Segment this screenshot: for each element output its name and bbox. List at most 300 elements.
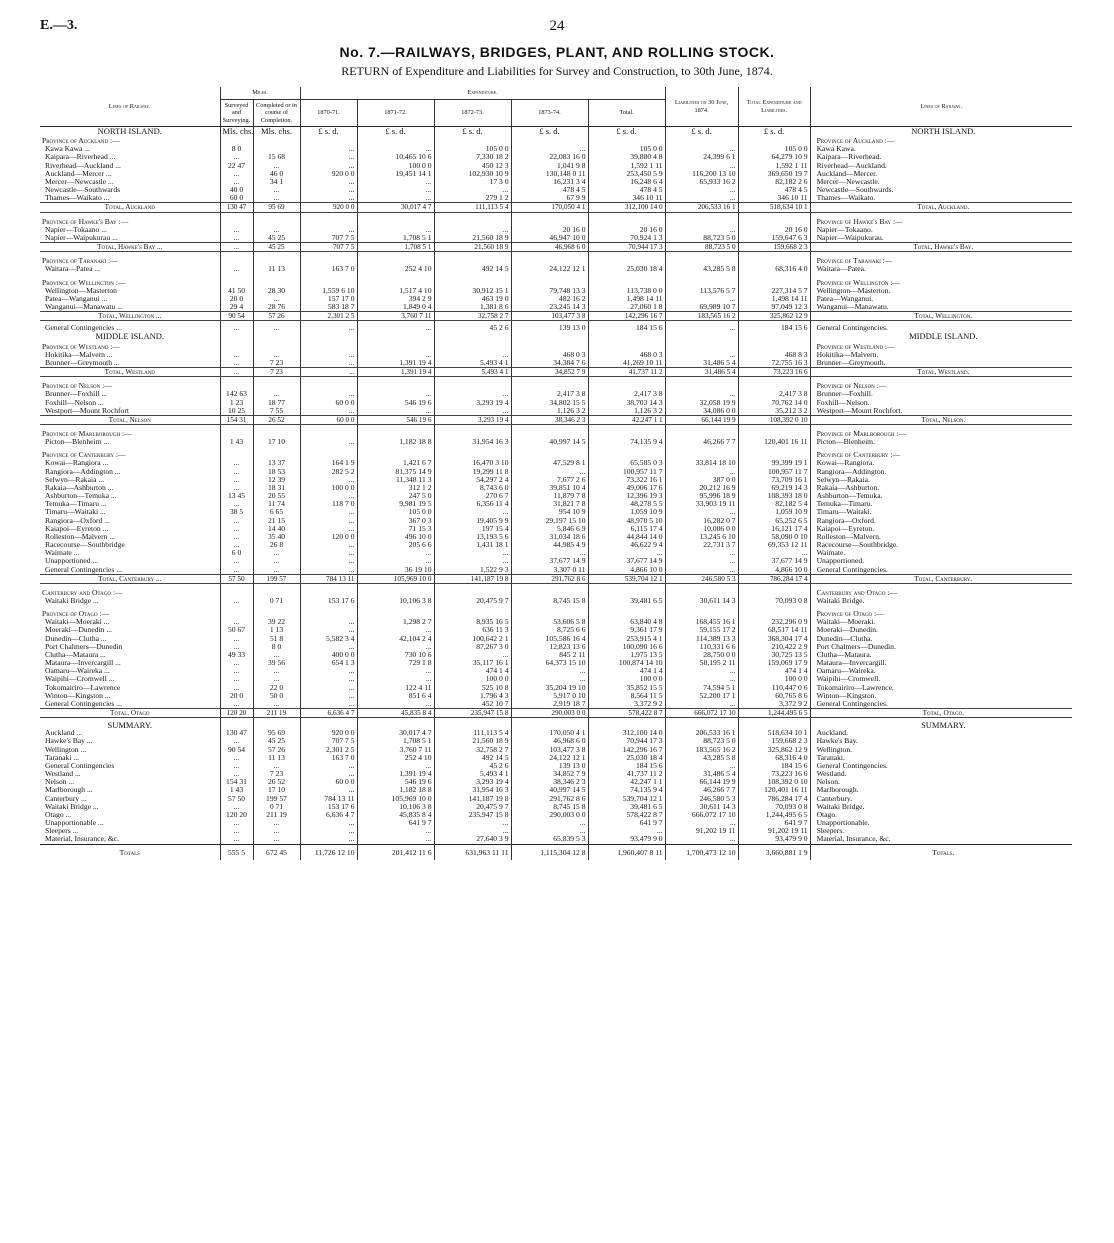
row-name: Unapportioned ... [40,557,220,565]
cell-liab: ... [665,549,738,557]
cell-surv: ... [220,803,253,811]
cell-texp: 93,479 9 0 [738,835,810,844]
cell-tot: 578,422 8 7 [588,709,665,718]
cell-y73: 5,846 6 9 [511,525,588,533]
label-spacer [434,341,511,351]
cell-y71: 1,182 18 8 [357,438,434,446]
row-name: Waipihi—Cromwell ... [40,675,220,683]
cell-liab: 43,285 5 8 [665,265,738,273]
cell-y72: 100 0 0 [434,675,511,683]
row-name-right: Waitaki—Moeraki. [816,618,876,627]
cell-texp: 100,957 11 7 [738,468,810,476]
cell-surv: ... [220,762,253,770]
cell-texp: 35,212 3 2 [738,407,810,416]
cell-surv: ... [220,659,253,667]
cell-comp: 7 23 [253,770,300,778]
cell-y70: 920 0 0 [300,729,357,737]
label-right: Province of Auckland :— [816,136,895,146]
cell-y72: 463 19 0 [434,295,511,303]
cell-texp: 3,660,881 1 9 [738,844,810,860]
row-name-right: Marlborough. [816,786,859,795]
row-name-right: Otago. [816,810,838,819]
cell-y73: ... [511,549,588,557]
table-row [40,643,1072,651]
label-spacer [665,380,738,390]
cell-y70: 100 0 0 [300,484,357,492]
cell-surv: 49 33 [220,651,253,659]
row-name-right: Rangiora—Oxford. [816,516,876,525]
table-row [40,500,1072,508]
cell-y73: 103,477 3 8 [511,312,588,321]
row-name-right: Canterbury. [816,794,853,803]
row-name-right: Total, Nelson. [810,415,1072,424]
summary-row [40,811,1072,819]
cell-y71: 729 1 8 [357,659,434,667]
cell-comp: 20 55 [253,492,300,500]
table-row [40,234,1072,243]
cell-liab: ... [665,145,738,153]
cell-y72: 474 1 4 [434,667,511,675]
cell-y71: ... [357,626,434,634]
cell-y72: 6,356 11 4 [434,500,511,508]
cell-y71: ... [357,643,434,651]
label-spacer [253,332,300,340]
cell-liab: 88,723 5 0 [665,243,738,252]
cell-y73: 3,307 0 11 [511,566,588,575]
cell-tot: 1,498 14 11 [588,295,665,303]
row-name-right: Westport—Mount Rochfort. [816,406,903,415]
cell-comp: 6 65 [253,508,300,516]
section-total-row [40,709,1072,718]
cell-tot: 1,592 1 11 [588,162,665,170]
cell-y72: 525 10 8 [434,684,511,692]
cell-y71: 1,421 6 7 [357,459,434,467]
cell-y71: 30,017 4 7 [357,203,434,212]
cell-surv: ... [220,566,253,575]
cell-y70: 1,559 6 10 [300,287,357,295]
cell-comp: 22 0 [253,684,300,692]
cell-texp: 1,244,495 6 5 [738,709,810,718]
cell-y72: 1,381 8 6 [434,303,511,312]
cell-surv: 130 47 [220,729,253,737]
cell-tot: 44,844 14 0 [588,533,665,541]
cell-liab: 16,282 0 7 [665,517,738,525]
cell-liab: 69,989 10 7 [665,303,738,312]
cell-liab: 387 0 0 [665,476,738,484]
cell-texp: 37,677 14 9 [738,557,810,565]
cell-y72: 54,297 2 4 [434,476,511,484]
cell-surv: ... [220,819,253,827]
cell-y72: 31,954 16 3 [434,438,511,446]
cell-texp: 120,401 16 11 [738,438,810,446]
cell-y73: 2,919 18 7 [511,700,588,709]
col-surveyed: Surveyed and Surveying. [220,99,253,127]
cell-y72: ... [434,819,511,827]
cell-liab: ... [665,390,738,398]
cell-tot: 37,677 14 9 [588,557,665,565]
cell-tot: 70,944 17 3 [588,737,665,745]
cell-surv: ... [220,533,253,541]
cell-texp: 159,668 2 3 [738,737,810,745]
cell-liab: 10,006 0 0 [665,525,738,533]
cell-y73: 1,041 9 8 [511,162,588,170]
label-spacer [357,332,434,340]
cell-texp: 4,866 10 0 [738,566,810,575]
table-row [40,186,1072,194]
cell-liab: 33,814 18 10 [665,459,738,467]
cell-tot: 12,396 19 3 [588,492,665,500]
cell-y72: 270 6 7 [434,492,511,500]
cell-y71: ... [357,145,434,153]
cell-tot: 474 1 4 [588,667,665,675]
table-row [40,566,1072,575]
row-name-right: General Contingencies. [816,565,888,574]
row-name: Totals [40,844,220,860]
label-spacer [511,135,588,145]
cell-y70: 2,301 2 5 [300,746,357,754]
cell-comp: 11 13 [253,754,300,762]
cell-y72: 21,560 18 9 [434,243,511,252]
cell-y71: 42,104 2 4 [357,635,434,643]
cell-y73: 468 0 3 [511,351,588,359]
cell-y71: 496 10 0 [357,533,434,541]
cell-y71: 1,517 4 10 [357,287,434,295]
cell-surv: ... [220,243,253,252]
cell-y70: ... [300,566,357,575]
cell-liab: 246,580 5 3 [665,574,738,583]
cell-texp: 159,069 17 9 [738,659,810,667]
cell-y70: 11,726 12 10 [300,844,357,860]
cell-surv: 38 5 [220,508,253,516]
cell-y72: ... [434,351,511,359]
cell-y72: 45 2 6 [434,324,511,332]
cell-y70: 6,636 4 7 [300,709,357,718]
row-name-right: Racecourse—Southbridge. [816,541,899,550]
row-name: Unapportionable ... [40,819,220,827]
row-name-right: Napier—Tokaano. [816,225,873,234]
cell-y70: ... [300,541,357,549]
cell-surv: 1 43 [220,438,253,446]
cell-surv: ... [220,835,253,844]
cell-y72: 7,330 18 2 [434,153,511,161]
cell-liab: 74,594 5 1 [665,684,738,692]
cell-y73: 105,586 16 4 [511,635,588,643]
cell-y70: ... [300,684,357,692]
cell-y70: 60 0 0 [300,399,357,407]
cell-y70: ... [300,508,357,516]
cell-comp: 45 25 [253,243,300,252]
cell-surv: ... [220,226,253,234]
cell-surv: ... [220,525,253,533]
document-reference: E.—3. [40,18,78,33]
cell-y72: ... [434,390,511,398]
row-name: Mercer—Newcastle ... [40,178,220,186]
cell-tot: 49,006 17 6 [588,484,665,492]
cell-surv: 90 54 [220,746,253,754]
cell-y71: 730 10 6 [357,651,434,659]
row-name: Wellington—Masterton [40,287,220,295]
cell-surv: ... [220,770,253,778]
cell-y73: 29,197 15 10 [511,517,588,525]
row-name: General Contingencies ... [40,700,220,709]
section-total-row [40,312,1072,321]
cell-surv: 41 50 [220,287,253,295]
cell-comp: 39 56 [253,659,300,667]
cell-comp: 11 74 [253,500,300,508]
cell-texp: 1,244,495 6 5 [738,811,810,819]
cell-y71: 105 0 0 [357,508,434,516]
cell-surv: ... [220,351,253,359]
table-row [40,597,1072,605]
row-name: Waitaki—Moeraki ... [40,618,220,626]
cell-surv: 13 45 [220,492,253,500]
cell-y73: 34,802 15 5 [511,399,588,407]
table-body [40,127,1072,860]
cell-y70: ... [300,226,357,234]
cell-tot: 312,100 14 0 [588,203,665,212]
cell-surv: 6 0 [220,549,253,557]
cell-comp: 17 10 [253,786,300,794]
cell-surv: ... [220,468,253,476]
cell-y73: 24,122 12 1 [511,265,588,273]
row-name-right: Kawa Kawa. [816,145,856,154]
cell-surv: ... [220,737,253,745]
cell-texp: 73,223 16 6 [738,368,810,377]
row-name-right: Brunner—Foxhill. [816,390,873,399]
cell-texp: 68,316 4 0 [738,754,810,762]
cell-y70: 707 7 5 [300,737,357,745]
cell-surv: ... [220,754,253,762]
cell-y70: ... [300,786,357,794]
cell-y73: 20 16 0 [511,226,588,234]
cell-y73: ... [511,819,588,827]
cell-y73: 22,083 16 0 [511,153,588,161]
cell-y70: 118 7 0 [300,500,357,508]
units-money: £ s. d. [511,127,588,136]
cell-y71: 122 4 11 [357,684,434,692]
cell-y71: 247 5 0 [357,492,434,500]
cell-y72: ... [434,508,511,516]
cell-y70: ... [300,476,357,484]
cell-y70: 163 7 0 [300,265,357,273]
label-spacer [511,332,588,340]
cell-texp: 1,498 14 11 [738,295,810,303]
table-row [40,667,1072,675]
cell-y70: ... [300,162,357,170]
cell-y70: ... [300,626,357,634]
cell-y70: ... [300,153,357,161]
units-money: £ s. d. [665,127,738,136]
label-right: Province of Otago :— [816,609,884,619]
cell-texp: 99,399 19 1 [738,459,810,467]
cell-texp: 232,296 0 9 [738,618,810,626]
cell-surv: 154 31 [220,778,253,786]
cell-liab: 666,072 17 10 [665,811,738,819]
cell-y70: ... [300,700,357,709]
cell-texp: 16,121 17 4 [738,525,810,533]
cell-liab: 666,072 17 10 [665,709,738,718]
cell-tot: 105 0 0 [588,145,665,153]
cell-y73: 34,384 7 6 [511,359,588,368]
cell-tot: 48,970 5 10 [588,517,665,525]
label-right: Province of Hawke's Bay :— [816,216,903,226]
cell-comp: 95 69 [253,203,300,212]
row-name: Thames—Waikato ... [40,194,220,203]
section-heading-row [40,135,1072,145]
label-spacer [588,332,665,340]
cell-y73: 103,477 3 8 [511,746,588,754]
cell-y73: 44,985 4 9 [511,541,588,549]
cell-y73: 8,745 15 8 [511,597,588,605]
cell-comp: ... [253,194,300,203]
cell-texp: 1,059 10 9 [738,508,810,516]
cell-liab: ... [665,557,738,565]
cell-y73: 40,997 14 5 [511,438,588,446]
cell-y71: ... [357,700,434,709]
cell-liab: 52,200 17 1 [665,692,738,700]
row-name-right: Picton—Blenheim. [816,438,875,447]
cell-y73: 482 16 2 [511,295,588,303]
row-name-right: Wanganui—Manawatu. [816,302,889,311]
table-row [40,265,1072,273]
section-total-row [40,243,1072,252]
cell-comp: 18 31 [253,484,300,492]
cell-y71: ... [357,186,434,194]
row-name: Westport—Mount Rochfort [40,407,220,416]
cell-liab: 66,144 19 9 [665,415,738,424]
cell-y71: 201,412 11 6 [357,844,434,860]
cell-tot: 65,585 0 3 [588,459,665,467]
table-row [40,541,1072,549]
cell-surv: 142 63 [220,390,253,398]
cell-liab: ... [665,194,738,203]
cell-y72: 452 10 7 [434,700,511,709]
cell-texp: 518,634 10 1 [738,203,810,212]
label-left: Province of Hawke's Bay :— [40,216,220,226]
row-name-right: Thames—Waikato. [816,194,876,203]
cell-surv: 90 54 [220,312,253,321]
cell-y73: 38,346 2 3 [511,778,588,786]
cell-tot: 4,866 10 0 [588,566,665,575]
row-name: Hawke's Bay ... [40,737,220,745]
cell-texp: 58,090 0 10 [738,533,810,541]
cell-texp: 108,393 18 0 [738,492,810,500]
units-miles: Mls. chs. [220,127,253,136]
cell-y72: ... [434,651,511,659]
cell-tot: 641 9 7 [588,819,665,827]
cell-tot: 73,322 16 1 [588,476,665,484]
cell-y72: 5,493 4 1 [434,359,511,368]
cell-texp: 227,314 5 7 [738,287,810,295]
cell-y71: 1,391 19 4 [357,770,434,778]
row-name: Oamaru—Waireka ... [40,667,220,675]
row-name-right: Rangiora—Addington. [816,467,887,476]
cell-comp: ... [253,651,300,659]
row-name-right: General Contingencies. [816,324,888,333]
row-name: Marlborough ... [40,786,220,794]
cell-y71: 10,106 3 8 [357,803,434,811]
cell-y72: 235,947 15 8 [434,811,511,819]
row-name: Rakaia—Ashburton ... [40,484,220,492]
cell-y70: ... [300,145,357,153]
cell-y70: ... [300,643,357,651]
row-name: Timaru—Waitaki ... [40,508,220,516]
cell-y70: ... [300,368,357,377]
cell-comp: 1 13 [253,626,300,634]
cell-y71: 1,708 5 1 [357,243,434,252]
cell-y72: 30,912 15 1 [434,287,511,295]
cell-comp: 45 25 [253,234,300,243]
cell-y71: 100 0 0 [357,162,434,170]
label-left: MIDDLE ISLAND. [40,332,220,340]
cell-comp: 14 40 [253,525,300,533]
cell-y73: 16,231 3 4 [511,178,588,186]
cell-comp: ... [253,827,300,835]
section-heading-row [40,216,1072,226]
cell-y70: 282 5 2 [300,468,357,476]
row-name-right: Brunner—Greymouth. [816,358,886,367]
cell-y72: 197 15 4 [434,525,511,533]
cell-y71: 1,298 2 7 [357,618,434,626]
cell-tot: 63,840 4 8 [588,618,665,626]
row-name: Rangiora—Oxford ... [40,517,220,525]
cell-comp: 28 76 [253,303,300,312]
cell-tot: 39,880 4 8 [588,153,665,161]
cell-comp: 15 68 [253,153,300,161]
row-name-right: Ashburton—Temuka. [816,492,883,501]
label-left: Province of Taranaki :— [40,255,220,265]
cell-comp: 211 19 [253,709,300,718]
row-name-right: Mataura—Invercargill. [816,659,887,668]
cell-y72: 17 3 0 [434,178,511,186]
cell-texp: 120,401 16 11 [738,786,810,794]
label-spacer [434,332,511,340]
cell-comp: 50 0 [253,692,300,700]
table-header [40,87,1072,127]
cell-y71: ... [357,178,434,186]
cell-tot: 2,417 3 8 [588,390,665,398]
cell-texp: 369,650 19 7 [738,170,810,178]
cell-y70: ... [300,390,357,398]
cell-texp: 641 9 7 [738,819,810,827]
row-name-right: Port Chalmers—Dunedin. [816,642,896,651]
cell-liab: ... [665,508,738,516]
cell-surv: 60 0 [220,194,253,203]
cell-texp: 91,202 19 11 [738,827,810,835]
cell-liab: ... [665,566,738,575]
row-name-right: Moeraki—Dunedin. [816,626,878,635]
cell-surv: ... [220,484,253,492]
cell-texp: 2,417 3 8 [738,390,810,398]
cell-tot: 468 0 3 [588,351,665,359]
cell-y70: ... [300,667,357,675]
row-name: Wellington ... [40,746,220,754]
cell-surv: ... [220,517,253,525]
label-right: MIDDLE ISLAND. [909,332,978,341]
cell-surv: ... [220,368,253,377]
row-name-right: Unapportioned. [816,557,865,566]
cell-y70: 2,301 2 5 [300,312,357,321]
cell-tot: 42,247 1 1 [588,778,665,786]
cell-surv: ... [220,827,253,835]
cell-texp: 468 8 3 [738,351,810,359]
cell-y71: 367 0 3 [357,517,434,525]
table-row [40,194,1072,203]
cell-y70: ... [300,827,357,835]
row-name: Auckland—Mercer ... [40,170,220,178]
cell-y70: 163 7 0 [300,754,357,762]
row-name-right: Kowai—Rangiora. [816,459,875,468]
